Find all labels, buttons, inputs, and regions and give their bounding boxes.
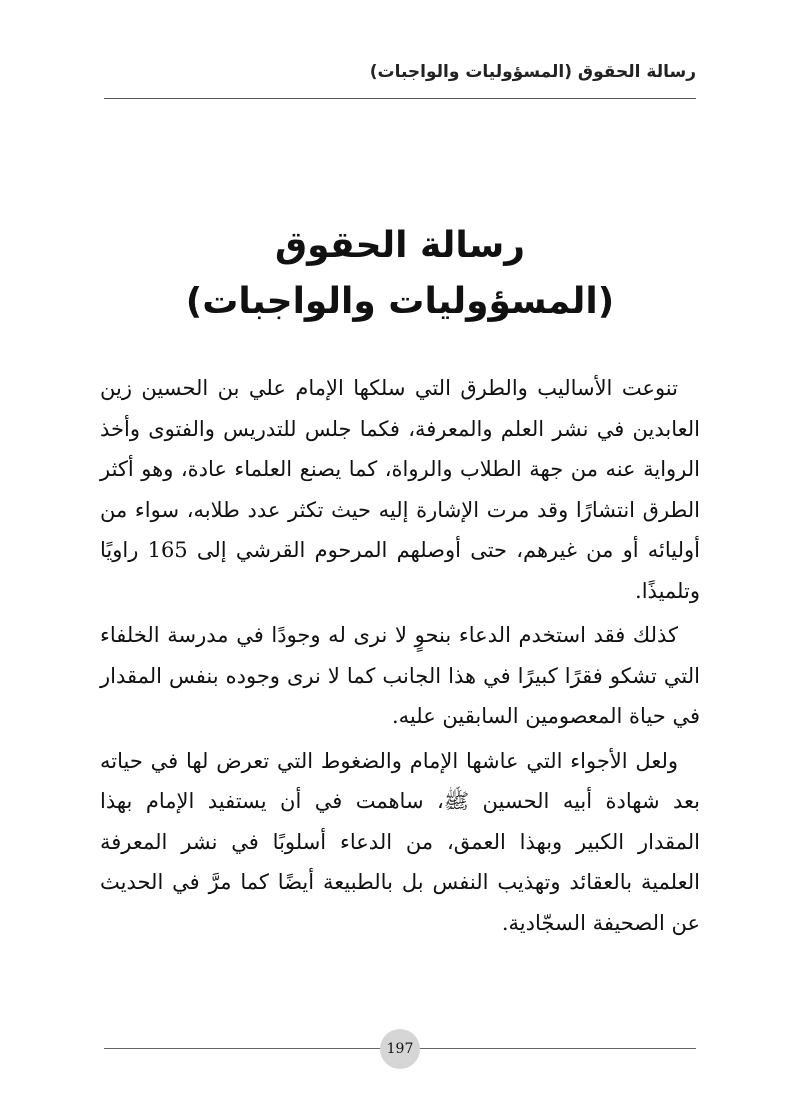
paragraph-1: تنوعت الأساليب والطرق التي سلكها الإمام علي بن الحسين زين العابدين في نشر العلم والمعرفة، فكما جلس للتدريس والفتوى وأخذ الرواية عنه من جهة الطلاب والرواة، كما يصنع العلماء عادة، وهو أكثر الطرق انتشارًا وقد مرت الإشارة إليه حيث تكثر عدد طلابه، سواء من أوليائه أو من غيرهم، حتى أوصلهم المرحوم القرشي إلى 165 راويًا وتلميذًا. bbox=[100, 376, 700, 603]
paragraph-3: ولعل الأجواء التي عاشها الإمام والضغوط التي تعرض لها في حياته بعد شهادة أبيه الحسين ﷺ، ساهمت في أن يستفيد الإمام بهذا المقدار الكبير وبهذا العمق، من الدعاء أسلوبًا في نشر المعرفة العلمية بالعقائد وتهذيب النفس بل بالطبيعة أيضًا كما مرَّ في الحديث عن الصحيفة السجّادية. bbox=[100, 748, 700, 935]
chapter-title-line-2: (المسؤوليات والواجبات) bbox=[185, 281, 615, 322]
page-footer bbox=[104, 1026, 696, 1070]
chapter-title-line-1: رسالة الحقوق bbox=[275, 225, 525, 266]
running-header-title: رسالة الحقوق (المسؤوليات والواجبات) bbox=[369, 62, 696, 82]
paragraph-2: كذلك فقد استخدم الدعاء بنحوٍ لا نرى له وجودًا في مدرسة الخلفاء التي تشكو فقرًا كبيرًا في هذا الجانب كما لا نرى وجوده بنفس المقدار في حياة المعصومين السابقين عليه. bbox=[100, 623, 700, 728]
running-header bbox=[104, 58, 696, 99]
body-text bbox=[100, 368, 700, 947]
page-number-badge: 197 bbox=[380, 1029, 420, 1069]
chapter-title bbox=[100, 218, 700, 330]
